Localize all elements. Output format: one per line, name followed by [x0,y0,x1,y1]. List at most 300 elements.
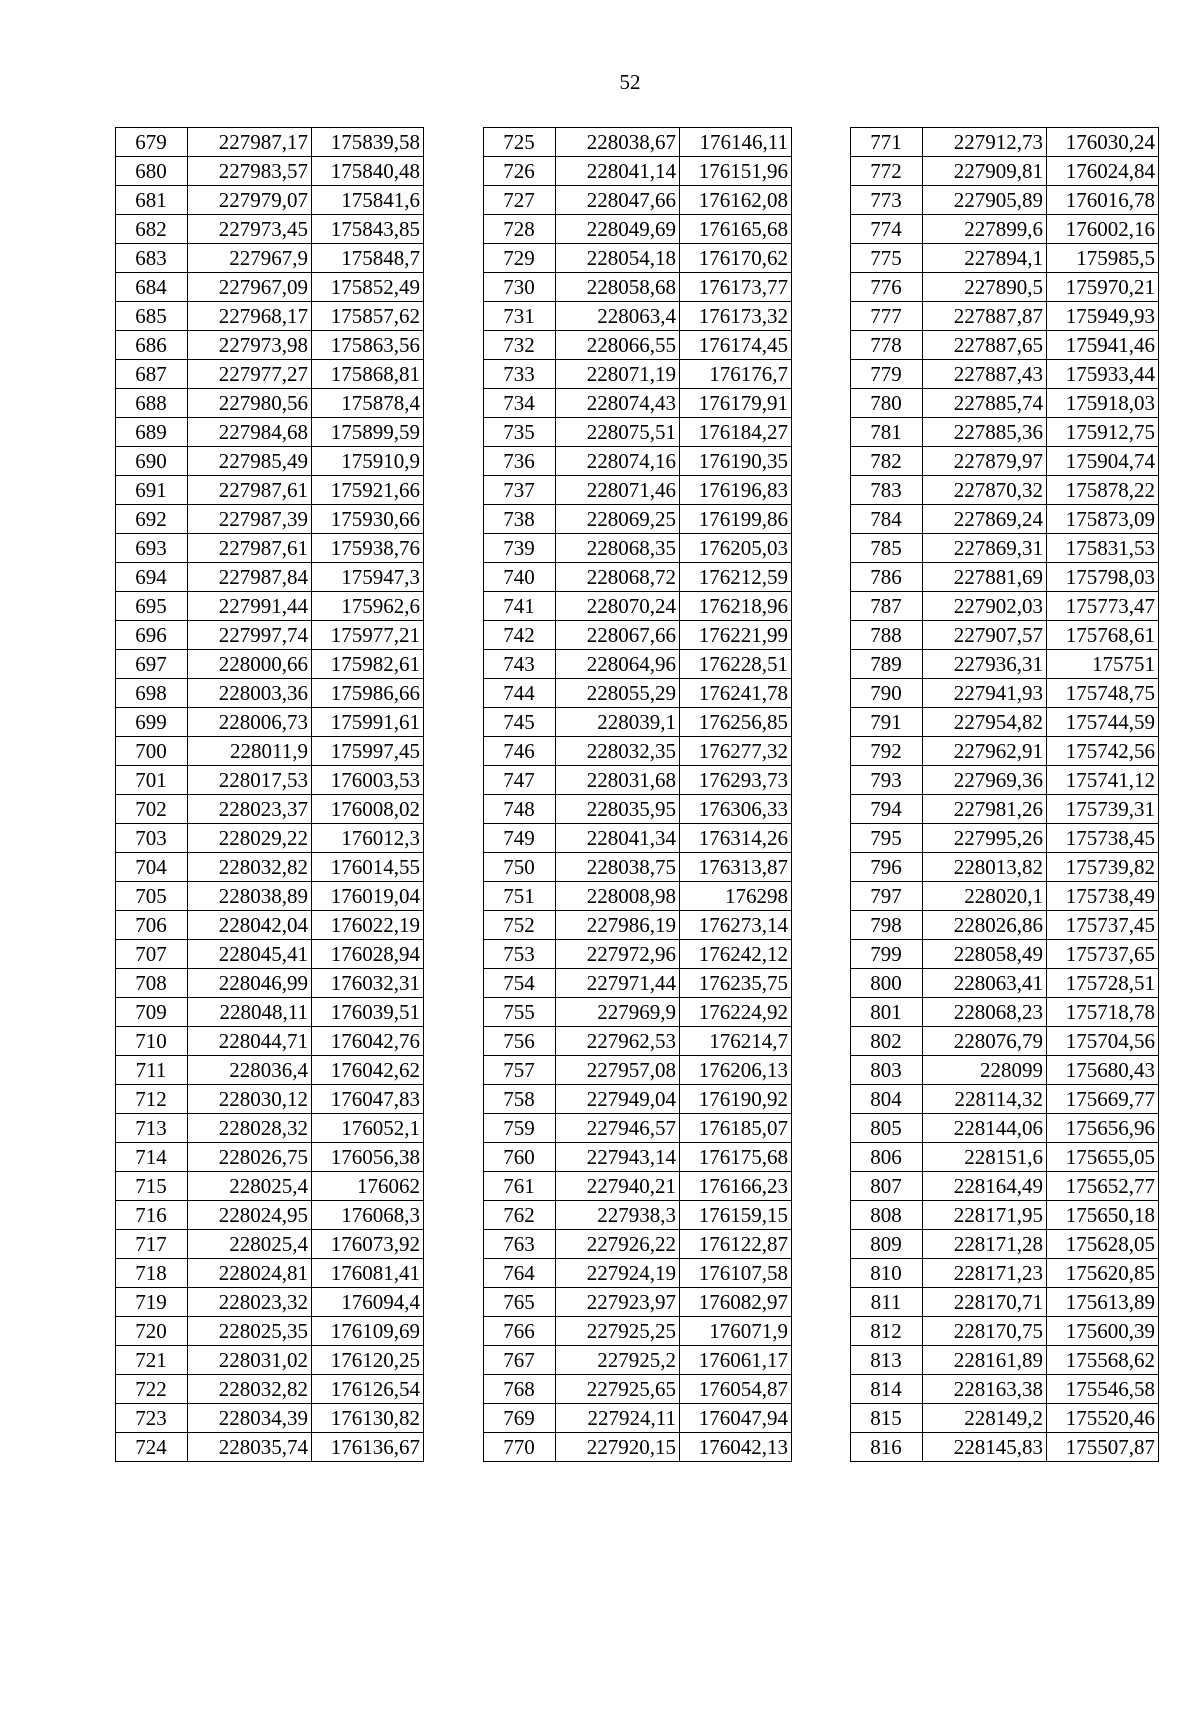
coordinates-table-1 [115,127,424,1462]
point-number-cell: 766 [484,1317,556,1346]
point-number-cell: 689 [116,418,188,447]
table-row [116,766,424,795]
point-number-cell: 728 [484,215,556,244]
y-coordinate-cell: 175997,45 [312,737,424,766]
x-coordinate-cell: 227887,43 [923,360,1047,389]
y-coordinate-cell: 175798,03 [1047,563,1159,592]
point-number-cell: 744 [484,679,556,708]
y-coordinate-cell: 175949,93 [1047,302,1159,331]
y-coordinate-cell: 176122,87 [680,1230,792,1259]
point-number-cell: 743 [484,650,556,679]
table-row [484,592,792,621]
table-row [851,1259,1159,1288]
x-coordinate-cell: 227885,36 [923,418,1047,447]
point-number-cell: 762 [484,1201,556,1230]
point-number-cell: 765 [484,1288,556,1317]
x-coordinate-cell: 228058,68 [556,273,680,302]
point-number-cell: 800 [851,969,923,998]
point-number-cell: 758 [484,1085,556,1114]
x-coordinate-cell: 228041,34 [556,824,680,853]
point-number-cell: 808 [851,1201,923,1230]
y-coordinate-cell: 176042,76 [312,1027,424,1056]
table-row [484,1056,792,1085]
point-number-cell: 773 [851,186,923,215]
point-number-cell: 798 [851,911,923,940]
table-row [116,186,424,215]
x-coordinate-cell: 228031,02 [188,1346,312,1375]
point-number-cell: 812 [851,1317,923,1346]
y-coordinate-cell: 175904,74 [1047,447,1159,476]
point-number-cell: 694 [116,563,188,592]
point-number-cell: 806 [851,1143,923,1172]
table-row [484,128,792,157]
x-coordinate-cell: 228067,66 [556,621,680,650]
table-row [851,679,1159,708]
x-coordinate-cell: 227968,17 [188,302,312,331]
table-row [851,1375,1159,1404]
x-coordinate-cell: 227987,61 [188,476,312,505]
x-coordinate-cell: 228025,4 [188,1230,312,1259]
table-row [484,853,792,882]
y-coordinate-cell: 176107,58 [680,1259,792,1288]
point-number-cell: 763 [484,1230,556,1259]
y-coordinate-cell: 176196,83 [680,476,792,505]
x-coordinate-cell: 228023,32 [188,1288,312,1317]
y-coordinate-cell: 176218,96 [680,592,792,621]
table-row [116,1288,424,1317]
x-coordinate-cell: 228025,4 [188,1172,312,1201]
point-number-cell: 718 [116,1259,188,1288]
point-number-cell: 747 [484,766,556,795]
table-row [116,476,424,505]
y-coordinate-cell: 176241,78 [680,679,792,708]
y-coordinate-cell: 175941,46 [1047,331,1159,360]
point-number-cell: 715 [116,1172,188,1201]
point-number-cell: 785 [851,534,923,563]
x-coordinate-cell: 228171,95 [923,1201,1047,1230]
table-row [851,650,1159,679]
table-row [116,389,424,418]
table-row [851,708,1159,737]
x-coordinate-cell: 228076,79 [923,1027,1047,1056]
y-coordinate-cell: 176228,51 [680,650,792,679]
table-row [851,940,1159,969]
x-coordinate-cell: 227881,69 [923,563,1047,592]
y-coordinate-cell: 176039,51 [312,998,424,1027]
point-number-cell: 797 [851,882,923,911]
point-number-cell: 745 [484,708,556,737]
point-number-cell: 748 [484,795,556,824]
point-number-cell: 770 [484,1433,556,1462]
point-number-cell: 749 [484,824,556,853]
x-coordinate-cell: 228034,39 [188,1404,312,1433]
table-row [851,128,1159,157]
point-number-cell: 738 [484,505,556,534]
x-coordinate-cell: 227924,11 [556,1404,680,1433]
x-coordinate-cell: 227887,87 [923,302,1047,331]
y-coordinate-cell: 176028,94 [312,940,424,969]
point-number-cell: 779 [851,360,923,389]
point-number-cell: 714 [116,1143,188,1172]
table-row [484,186,792,215]
y-coordinate-cell: 175991,61 [312,708,424,737]
table-row [484,1114,792,1143]
point-number-cell: 786 [851,563,923,592]
y-coordinate-cell: 176162,08 [680,186,792,215]
point-number-cell: 759 [484,1114,556,1143]
table-row [116,1085,424,1114]
x-coordinate-cell: 228055,29 [556,679,680,708]
table-row [484,882,792,911]
x-coordinate-cell: 228039,1 [556,708,680,737]
table-row [116,1143,424,1172]
x-coordinate-cell: 228058,49 [923,940,1047,969]
x-coordinate-cell: 228164,49 [923,1172,1047,1201]
y-coordinate-cell: 176047,83 [312,1085,424,1114]
point-number-cell: 698 [116,679,188,708]
x-coordinate-cell: 227984,68 [188,418,312,447]
y-coordinate-cell: 176071,9 [680,1317,792,1346]
x-coordinate-cell: 228036,4 [188,1056,312,1085]
table-row [851,215,1159,244]
x-coordinate-cell: 228024,81 [188,1259,312,1288]
y-coordinate-cell: 176173,77 [680,273,792,302]
table-row [116,621,424,650]
x-coordinate-cell: 228042,04 [188,911,312,940]
table-row [116,592,424,621]
point-number-cell: 799 [851,940,923,969]
point-number-cell: 755 [484,998,556,1027]
x-coordinate-cell: 228074,16 [556,447,680,476]
point-number-cell: 716 [116,1201,188,1230]
table-row [851,1143,1159,1172]
table-row [116,1056,424,1085]
point-number-cell: 752 [484,911,556,940]
x-coordinate-cell: 228025,35 [188,1317,312,1346]
y-coordinate-cell: 176206,13 [680,1056,792,1085]
table-row [484,1201,792,1230]
y-coordinate-cell: 176109,69 [312,1317,424,1346]
y-coordinate-cell: 176003,53 [312,766,424,795]
y-coordinate-cell: 175546,58 [1047,1375,1159,1404]
x-coordinate-cell: 228063,41 [923,969,1047,998]
y-coordinate-cell: 176190,92 [680,1085,792,1114]
table-row [851,1404,1159,1433]
y-coordinate-cell: 175680,43 [1047,1056,1159,1085]
table-row [851,737,1159,766]
table-row [484,331,792,360]
table-row [484,1172,792,1201]
x-coordinate-cell: 228029,22 [188,824,312,853]
x-coordinate-cell: 228063,4 [556,302,680,331]
y-coordinate-cell: 175773,47 [1047,592,1159,621]
x-coordinate-cell: 228032,82 [188,1375,312,1404]
table-row [484,1259,792,1288]
table-row [851,853,1159,882]
point-number-cell: 736 [484,447,556,476]
point-number-cell: 795 [851,824,923,853]
point-number-cell: 742 [484,621,556,650]
y-coordinate-cell: 175768,61 [1047,621,1159,650]
x-coordinate-cell: 228020,1 [923,882,1047,911]
point-number-cell: 684 [116,273,188,302]
y-coordinate-cell: 175600,39 [1047,1317,1159,1346]
y-coordinate-cell: 176019,04 [312,882,424,911]
point-number-cell: 794 [851,795,923,824]
table-row [116,824,424,853]
point-number-cell: 772 [851,157,923,186]
x-coordinate-cell: 228171,28 [923,1230,1047,1259]
x-coordinate-cell: 227980,56 [188,389,312,418]
point-number-cell: 791 [851,708,923,737]
x-coordinate-cell: 227973,45 [188,215,312,244]
table-row [116,911,424,940]
point-number-cell: 803 [851,1056,923,1085]
y-coordinate-cell: 175910,9 [312,447,424,476]
y-coordinate-cell: 175739,31 [1047,795,1159,824]
table-row [851,1085,1159,1114]
point-number-cell: 730 [484,273,556,302]
table-row [851,1027,1159,1056]
y-coordinate-cell: 176185,07 [680,1114,792,1143]
x-coordinate-cell: 227979,07 [188,186,312,215]
table-row [851,592,1159,621]
point-number-cell: 739 [484,534,556,563]
y-coordinate-cell: 175852,49 [312,273,424,302]
coordinates-table-2 [483,127,792,1462]
y-coordinate-cell: 176179,91 [680,389,792,418]
table-row [116,505,424,534]
point-number-cell: 816 [851,1433,923,1462]
table-row [116,1346,424,1375]
x-coordinate-cell: 227949,04 [556,1085,680,1114]
table-row [116,128,424,157]
table-row [851,302,1159,331]
point-number-cell: 708 [116,969,188,998]
x-coordinate-cell: 227894,1 [923,244,1047,273]
x-coordinate-cell: 227899,6 [923,215,1047,244]
point-number-cell: 771 [851,128,923,157]
table-row [851,1288,1159,1317]
point-number-cell: 690 [116,447,188,476]
y-coordinate-cell: 175669,77 [1047,1085,1159,1114]
point-number-cell: 709 [116,998,188,1027]
point-number-cell: 787 [851,592,923,621]
table-row [116,157,424,186]
table-row [116,302,424,331]
y-coordinate-cell: 175739,82 [1047,853,1159,882]
table-row [116,418,424,447]
y-coordinate-cell: 176256,85 [680,708,792,737]
table-row [116,1201,424,1230]
table-row [116,1027,424,1056]
table-row [116,1230,424,1259]
y-coordinate-cell: 175628,05 [1047,1230,1159,1259]
y-coordinate-cell: 176146,11 [680,128,792,157]
y-coordinate-cell: 175728,51 [1047,969,1159,998]
x-coordinate-cell: 228026,86 [923,911,1047,940]
x-coordinate-cell: 227907,57 [923,621,1047,650]
point-number-cell: 697 [116,650,188,679]
table-row [484,795,792,824]
point-number-cell: 720 [116,1317,188,1346]
point-number-cell: 724 [116,1433,188,1462]
x-coordinate-cell: 227938,3 [556,1201,680,1230]
x-coordinate-cell: 227869,31 [923,534,1047,563]
x-coordinate-cell: 227923,97 [556,1288,680,1317]
y-coordinate-cell: 175912,75 [1047,418,1159,447]
table-row [116,940,424,969]
table-row [116,215,424,244]
table-row [484,418,792,447]
y-coordinate-cell: 175899,59 [312,418,424,447]
x-coordinate-cell: 228149,2 [923,1404,1047,1433]
y-coordinate-cell: 176073,92 [312,1230,424,1259]
y-coordinate-cell: 176002,16 [1047,215,1159,244]
y-coordinate-cell: 176016,78 [1047,186,1159,215]
y-coordinate-cell: 175650,18 [1047,1201,1159,1230]
table-row [851,389,1159,418]
table-row [116,1404,424,1433]
y-coordinate-cell: 176024,84 [1047,157,1159,186]
y-coordinate-cell: 176081,41 [312,1259,424,1288]
x-coordinate-cell: 228071,19 [556,360,680,389]
point-number-cell: 706 [116,911,188,940]
y-coordinate-cell: 175938,76 [312,534,424,563]
y-coordinate-cell: 176136,67 [312,1433,424,1462]
x-coordinate-cell: 228046,99 [188,969,312,998]
x-coordinate-cell: 228099 [923,1056,1047,1085]
x-coordinate-cell: 227902,03 [923,592,1047,621]
x-coordinate-cell: 227995,26 [923,824,1047,853]
table-row [116,447,424,476]
y-coordinate-cell: 176008,02 [312,795,424,824]
point-number-cell: 783 [851,476,923,505]
x-coordinate-cell: 227969,36 [923,766,1047,795]
point-number-cell: 725 [484,128,556,157]
y-coordinate-cell: 175744,59 [1047,708,1159,737]
x-coordinate-cell: 228038,67 [556,128,680,157]
point-number-cell: 731 [484,302,556,331]
table-row [851,186,1159,215]
point-number-cell: 775 [851,244,923,273]
x-coordinate-cell: 228070,24 [556,592,680,621]
point-number-cell: 717 [116,1230,188,1259]
y-coordinate-cell: 175982,61 [312,650,424,679]
table-row [116,1433,424,1462]
table-row [851,1056,1159,1085]
table-row [116,969,424,998]
x-coordinate-cell: 228038,89 [188,882,312,911]
x-coordinate-cell: 228023,37 [188,795,312,824]
y-coordinate-cell: 175962,6 [312,592,424,621]
x-coordinate-cell: 227972,96 [556,940,680,969]
y-coordinate-cell: 175970,21 [1047,273,1159,302]
table-row [851,563,1159,592]
x-coordinate-cell: 227924,19 [556,1259,680,1288]
table-row [116,1375,424,1404]
table-row [116,534,424,563]
y-coordinate-cell: 176159,15 [680,1201,792,1230]
point-number-cell: 705 [116,882,188,911]
x-coordinate-cell: 228163,38 [923,1375,1047,1404]
point-number-cell: 813 [851,1346,923,1375]
y-coordinate-cell: 175840,48 [312,157,424,186]
table-row [484,563,792,592]
point-number-cell: 696 [116,621,188,650]
y-coordinate-cell: 175985,5 [1047,244,1159,273]
y-coordinate-cell: 175738,45 [1047,824,1159,853]
point-number-cell: 700 [116,737,188,766]
point-number-cell: 682 [116,215,188,244]
y-coordinate-cell: 176190,35 [680,447,792,476]
x-coordinate-cell: 227967,9 [188,244,312,273]
y-coordinate-cell: 175655,05 [1047,1143,1159,1172]
table-row [851,969,1159,998]
x-coordinate-cell: 228075,51 [556,418,680,447]
x-coordinate-cell: 227936,31 [923,650,1047,679]
y-coordinate-cell: 176052,1 [312,1114,424,1143]
table-row [851,157,1159,186]
x-coordinate-cell: 228069,25 [556,505,680,534]
point-number-cell: 679 [116,128,188,157]
x-coordinate-cell: 228011,9 [188,737,312,766]
point-number-cell: 723 [116,1404,188,1433]
table-row [484,534,792,563]
table-row [851,795,1159,824]
x-coordinate-cell: 227879,97 [923,447,1047,476]
coordinates-table-3 [850,127,1159,1462]
point-number-cell: 701 [116,766,188,795]
x-coordinate-cell: 228064,96 [556,650,680,679]
y-coordinate-cell: 175873,09 [1047,505,1159,534]
table-row [484,1375,792,1404]
x-coordinate-cell: 228044,71 [188,1027,312,1056]
x-coordinate-cell: 228054,18 [556,244,680,273]
x-coordinate-cell: 228048,11 [188,998,312,1027]
x-coordinate-cell: 227926,22 [556,1230,680,1259]
x-coordinate-cell: 227869,24 [923,505,1047,534]
table-row [484,360,792,389]
point-number-cell: 776 [851,273,923,302]
table-row [116,795,424,824]
x-coordinate-cell: 227957,08 [556,1056,680,1085]
point-number-cell: 710 [116,1027,188,1056]
x-coordinate-cell: 227987,84 [188,563,312,592]
x-coordinate-cell: 227920,15 [556,1433,680,1462]
point-number-cell: 788 [851,621,923,650]
table-row [851,824,1159,853]
x-coordinate-cell: 227941,93 [923,679,1047,708]
x-coordinate-cell: 228170,71 [923,1288,1047,1317]
table-row [484,157,792,186]
x-coordinate-cell: 228028,32 [188,1114,312,1143]
x-coordinate-cell: 227962,91 [923,737,1047,766]
table-row [851,621,1159,650]
y-coordinate-cell: 176205,03 [680,534,792,563]
y-coordinate-cell: 176314,26 [680,824,792,853]
y-coordinate-cell: 176175,68 [680,1143,792,1172]
x-coordinate-cell: 228068,72 [556,563,680,592]
y-coordinate-cell: 176151,96 [680,157,792,186]
y-coordinate-cell: 176242,12 [680,940,792,969]
table-row [116,360,424,389]
x-coordinate-cell: 227987,39 [188,505,312,534]
x-coordinate-cell: 228145,83 [923,1433,1047,1462]
table-row [484,273,792,302]
x-coordinate-cell: 227909,81 [923,157,1047,186]
x-coordinate-cell: 228047,66 [556,186,680,215]
